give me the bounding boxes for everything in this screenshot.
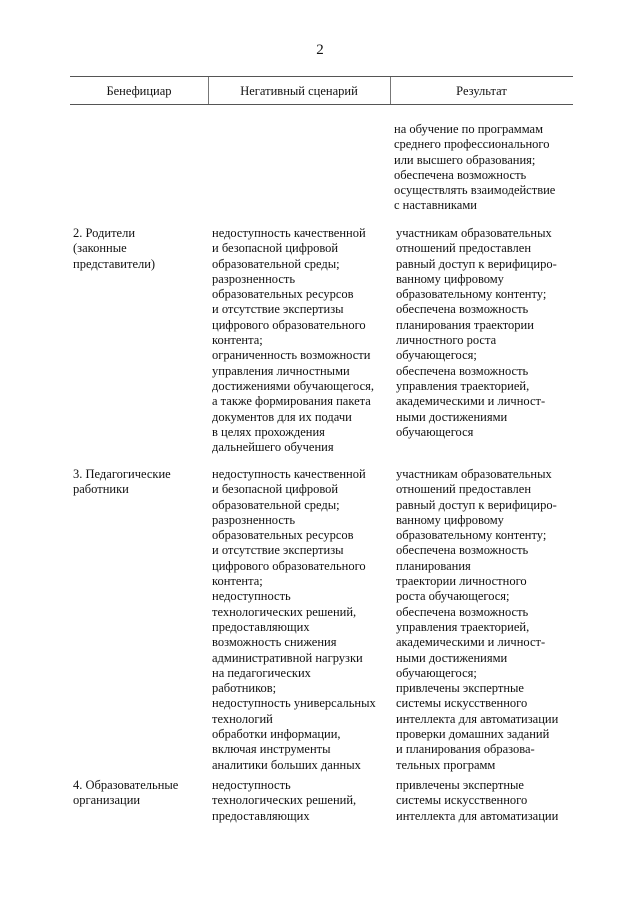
cell-line: равный доступ к верифициро- [396,497,557,512]
cell-line: участникам образовательных [396,226,552,240]
cell-line: интеллекта для автоматизации [396,711,559,726]
cell-line: проверки домашних заданий [396,727,550,742]
cell-line: разрозненность [212,271,296,286]
cell-line: роста обучающегося; [396,589,510,604]
header-negative-scenario: Негативный сценарий [240,84,358,98]
cell-line: обеспечена возможность [396,302,529,317]
result-cell [396,778,558,824]
table-header-rule [70,104,573,105]
cell-line: 3. Педагогические [73,467,171,481]
cell-line: представители) [73,256,156,271]
cell-line: интеллекта для автоматизации [396,808,559,823]
cell-line: образовательной среды; [212,256,340,271]
cell-line: отношений предоставлен [396,482,532,497]
cell-line: недоступность качественной [212,226,366,240]
cell-line: среднего профессионального [394,137,550,152]
cell-line: образовательных ресурсов [212,287,354,302]
cell-line: академическими и личност- [396,635,546,650]
cell-line: образовательных ресурсов [212,528,354,543]
cell-line: обучающегося [396,424,474,439]
cell-line: обучающегося; [396,665,477,680]
cell-line: контента; [212,333,263,348]
header-result: Результат [456,84,507,98]
cell-line: обработки информации, [212,727,341,742]
cell-line: системы искусственного [396,696,528,711]
cell-line: обеспечена возможность [394,167,527,182]
cell-line: осуществлять взаимодействие [394,183,556,198]
cell-line: документов для их подачи [212,409,352,424]
cell-line: недоступность качественной [212,467,366,481]
cell-line: в целях прохождения [212,424,325,439]
cell-line: возможность снижения [212,635,337,650]
cell-line: ными достижениями [396,650,508,665]
cell-line: ванному цифровому [396,512,504,527]
cell-line: предоставляющих [212,808,310,823]
cell-line: разрозненность [212,512,296,527]
cell-line: технологических решений, [212,604,357,619]
continued-result-cell [394,122,555,214]
cell-line: цифрового образовательного [212,558,366,573]
cell-line: работников; [212,681,277,696]
cell-line: тельных программ [396,757,496,772]
cell-line: 4. Образовательные [73,778,179,792]
scenario-cell [212,467,376,773]
beneficiary-cell [73,778,178,809]
scenario-cell [212,778,356,824]
cell-line: дальнейшего обучения [212,440,334,455]
cell-line: обеспечена возможность [396,604,529,619]
cell-line: и планирования образова- [396,742,535,757]
cell-line: обеспечена возможность [396,363,529,378]
cell-line: отношений предоставлен [396,241,532,256]
cell-line: недоступность [212,778,291,792]
cell-line: управления личностными [212,363,350,378]
page-number: 2 [316,42,324,58]
cell-line: технологических решений, [212,793,357,808]
cell-line: траектории личностного [396,574,527,589]
cell-line: и отсутствие экспертизы [212,302,344,317]
cell-line: привлечены экспертные [396,681,524,696]
cell-line: организации [73,793,141,808]
cell-line: или высшего образования; [394,152,536,167]
cell-line: личностного роста [396,333,497,348]
cell-line: технологий [212,711,273,726]
cell-line: ограниченность возможности [212,348,371,363]
cell-line: административной нагрузки [212,650,363,665]
cell-line: и отсутствие экспертизы [212,543,344,558]
table-top-rule [70,76,573,77]
cell-line: на педагогических [212,665,311,680]
beneficiary-cell [73,226,155,272]
cell-line: цифрового образовательного [212,317,366,332]
cell-line: работники [73,482,129,497]
cell-line: предоставляющих [212,619,310,634]
cell-line: образовательной среды; [212,497,340,512]
header-beneficiary: Бенефициар [106,84,172,98]
cell-line: участникам образовательных [396,467,552,481]
beneficiary-cell [73,467,171,498]
cell-line: системы искусственного [396,793,528,808]
cell-line: (законные [73,241,127,256]
cell-line: образовательному контенту; [396,287,547,302]
cell-line: с наставниками [394,198,477,213]
cell-line: ными достижениями [396,409,508,424]
cell-line: обучающегося; [396,348,477,363]
cell-line: равный доступ к верифициро- [396,256,557,271]
cell-line: привлечены экспертные [396,778,524,792]
cell-line: управления траекторией, [396,619,530,634]
cell-line: академическими и личност- [396,394,546,409]
cell-line: образовательному контенту; [396,528,547,543]
cell-line: управления траекторией, [396,378,530,393]
cell-line: достижениями обучающегося, [212,378,375,393]
cell-line: и безопасной цифровой [212,241,339,256]
result-cell [396,467,558,773]
cell-line: и безопасной цифровой [212,482,339,497]
scenario-cell [212,226,374,455]
cell-line: аналитики больших данных [212,757,361,772]
cell-line: включая инструменты [212,742,331,757]
cell-line: планирования [396,558,471,573]
cell-line: а также формирования пакета [212,394,371,409]
cell-line: контента; [212,574,263,589]
cell-line: планирования траектории [396,317,534,332]
result-cell [396,226,557,440]
cell-line: 2. Родители [73,226,136,240]
cell-line: на обучение по программам [394,122,544,136]
cell-line: обеспечена возможность [396,543,529,558]
cell-line: недоступность [212,589,291,604]
cell-line: ванному цифровому [396,271,504,286]
cell-line: недоступность универсальных [212,696,376,711]
